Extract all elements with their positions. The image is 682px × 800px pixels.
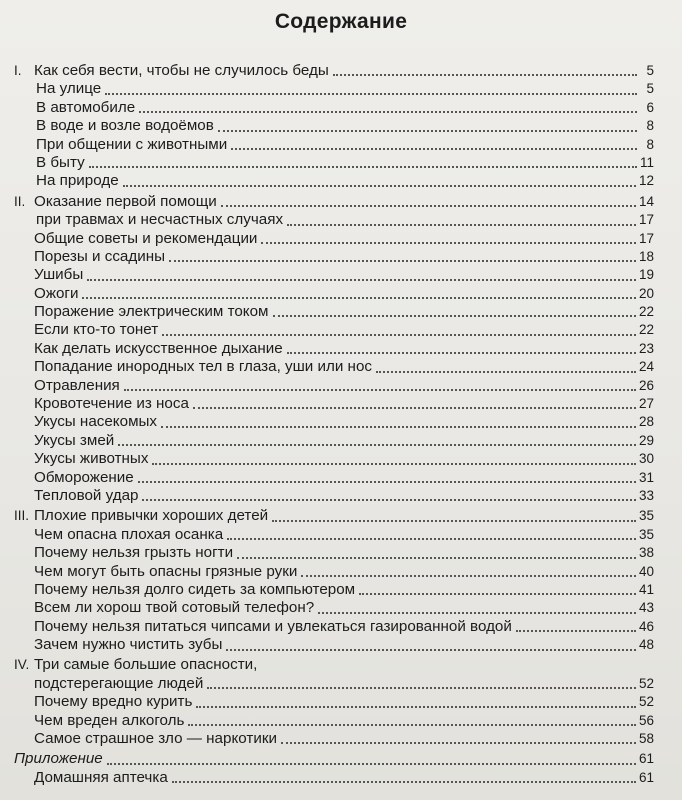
dot-leader	[139, 111, 637, 113]
chapter-title: Плохие привычки хороших детей	[34, 507, 269, 525]
page-number: 26	[638, 377, 654, 393]
page-number: 41	[638, 581, 654, 597]
toc-item	[14, 172, 654, 190]
item-title: При общении с животными	[36, 135, 228, 153]
toc-item	[14, 321, 654, 339]
page-number: 58	[638, 731, 654, 747]
dot-leader	[261, 242, 636, 244]
dot-leader	[218, 130, 637, 132]
toc-item	[14, 340, 654, 358]
toc-chapter-continuation	[14, 211, 654, 229]
toc-item	[14, 487, 654, 505]
dot-leader	[359, 593, 636, 595]
item-title: Укусы змей	[34, 431, 115, 449]
toc-item	[14, 450, 654, 468]
dot-leader	[231, 148, 637, 150]
toc-item	[14, 285, 654, 303]
dot-leader	[287, 224, 636, 226]
item-title: В быту	[36, 153, 85, 171]
toc-item	[14, 469, 654, 487]
page-number: 6	[646, 99, 654, 115]
dot-leader	[301, 575, 636, 577]
page-number: 46	[638, 618, 654, 634]
toc-item	[14, 769, 654, 787]
dot-leader	[376, 371, 636, 373]
toc-item	[14, 599, 654, 617]
chapter-number: III.	[14, 508, 30, 524]
page-number: 27	[638, 396, 654, 412]
page-number: 33	[638, 487, 654, 503]
toc-item	[14, 248, 654, 266]
dot-leader	[124, 389, 636, 391]
dot-leader	[226, 649, 636, 651]
dot-leader	[89, 166, 637, 168]
dot-leader	[516, 630, 636, 632]
toc-item	[14, 99, 654, 117]
toc-chapter	[14, 507, 654, 525]
item-title: Обморожение	[34, 468, 134, 486]
item-title: Чем могут быть опасны грязные руки	[34, 562, 298, 580]
page-number: 23	[638, 340, 654, 356]
toc-item	[14, 693, 654, 711]
toc-appendix	[14, 750, 654, 768]
item-title: Зачем нужно чистить зубы	[34, 636, 223, 654]
page-number: 61	[638, 769, 654, 785]
dot-leader	[188, 724, 636, 726]
toc-item	[14, 563, 654, 581]
page-number: 35	[638, 526, 654, 542]
page-number: 18	[638, 248, 654, 264]
page-number: 61	[638, 751, 654, 767]
toc-chapter-continuation	[14, 675, 654, 693]
toc-item	[14, 395, 654, 413]
item-title: Ожоги	[34, 284, 79, 302]
toc-item	[14, 303, 654, 321]
dot-leader	[138, 481, 636, 483]
item-title: Ушибы	[34, 266, 84, 284]
page-number: 56	[638, 712, 654, 728]
chapter-title: Как себя вести, чтобы не случилось беды	[34, 61, 329, 79]
item-title: Чем опасна плохая осанка	[34, 525, 224, 543]
chapter-title: Три самые большие опасности,	[34, 656, 258, 674]
page-number: 30	[638, 451, 654, 467]
dot-leader	[193, 407, 636, 409]
chapter-number: II.	[14, 193, 26, 209]
toc-item	[14, 80, 654, 98]
chapter-title-line2: подстерегающие людей	[34, 674, 204, 692]
item-title: Кровотечение из носа	[34, 395, 189, 413]
item-title: Попадание инородных тел в глаза, уши или нос	[34, 358, 372, 376]
item-title: На природе	[36, 172, 119, 190]
page-number: 8	[646, 118, 654, 134]
item-title: Если кто-то тонет	[34, 321, 159, 339]
toc-item	[14, 154, 654, 172]
dot-leader	[281, 742, 636, 744]
dot-leader	[87, 279, 636, 281]
page-number: 35	[638, 508, 654, 524]
page-number: 38	[638, 545, 654, 561]
item-title: Почему нельзя долго сидеть за компьютером	[34, 580, 356, 598]
item-title: Порезы и ссадины	[34, 247, 166, 265]
item-title: Поражение электрическим током	[34, 303, 269, 321]
item-title: Как делать искусственное дыхание	[34, 339, 283, 357]
dot-leader	[82, 297, 636, 299]
toc-item	[14, 544, 654, 562]
page-number: 52	[638, 694, 654, 710]
toc-item	[14, 136, 654, 154]
dot-leader	[152, 463, 636, 465]
dot-leader	[162, 334, 636, 336]
page-number: 28	[638, 414, 654, 430]
item-title: Укусы насекомых	[34, 413, 158, 431]
toc-chapter	[14, 657, 654, 675]
item-title: Чем вреден алкоголь	[34, 711, 185, 729]
toc-item	[14, 432, 654, 450]
page-number: 31	[638, 469, 654, 485]
page-number: 5	[646, 81, 654, 97]
dot-leader	[272, 520, 636, 522]
item-title: Почему вредно курить	[34, 693, 193, 711]
page-number: 43	[638, 600, 654, 616]
dot-leader	[227, 538, 636, 540]
dot-leader	[221, 205, 636, 207]
page-number: 5	[646, 62, 654, 78]
dot-leader	[172, 781, 636, 783]
toc-item	[14, 526, 654, 544]
dot-leader	[107, 763, 636, 765]
page-number: 11	[639, 154, 654, 170]
item-title: В автомобиле	[36, 98, 136, 116]
dot-leader	[169, 260, 636, 262]
toc-item	[14, 581, 654, 599]
page-number: 8	[646, 136, 654, 152]
chapter-number: I.	[14, 62, 22, 78]
dot-leader	[287, 352, 636, 354]
page-number: 14	[638, 193, 654, 209]
item-title: Домашняя аптечка	[34, 768, 168, 786]
page-number: 48	[638, 637, 654, 653]
dot-leader	[118, 444, 636, 446]
dot-leader	[237, 557, 636, 559]
page-number: 24	[638, 359, 654, 375]
toc-item	[14, 230, 654, 248]
dot-leader	[196, 706, 636, 708]
page-number: 52	[638, 675, 654, 691]
table-of-contents	[14, 60, 654, 787]
toc-item	[14, 413, 654, 431]
dot-leader	[207, 687, 636, 689]
item-title: Почему нельзя питаться чипсами и увлекаться газированной водой	[34, 617, 512, 635]
toc-item	[14, 377, 654, 395]
item-title: В воде и возле водоёмов	[36, 117, 214, 135]
item-title: На улице	[36, 80, 102, 98]
toc-item	[14, 712, 654, 730]
toc-item	[14, 358, 654, 376]
toc-chapter	[14, 62, 654, 80]
chapter-number: IV.	[14, 657, 30, 673]
chapter-title: Оказание первой помощи	[34, 192, 217, 210]
item-title: Всем ли хорош твой сотовый телефон?	[34, 599, 315, 617]
toc-chapter	[14, 193, 654, 211]
page-number: 22	[638, 322, 654, 338]
page-number: 20	[638, 285, 654, 301]
dot-leader	[161, 426, 636, 428]
page-number: 29	[638, 432, 654, 448]
item-title: Тепловой удар	[34, 486, 139, 504]
toc-item	[14, 636, 654, 654]
item-title: Отравления	[34, 376, 120, 394]
dot-leader	[142, 499, 636, 501]
chapter-title-line2: при травмах и несчастных случаях	[36, 211, 284, 229]
dot-leader	[273, 315, 636, 317]
item-title: Общие советы и рекомендации	[34, 229, 258, 247]
dot-leader	[333, 74, 637, 76]
toc-item	[14, 266, 654, 284]
page-number: 17	[638, 230, 654, 246]
item-title: Самое страшное зло — наркотики	[34, 730, 277, 748]
dot-leader	[318, 612, 636, 614]
dot-leader	[123, 185, 636, 187]
toc-item	[14, 117, 654, 135]
page-number: 17	[638, 212, 654, 228]
page-number: 19	[638, 267, 654, 283]
page-number: 22	[638, 304, 654, 320]
toc-item	[14, 730, 654, 748]
page-title: Содержание	[274, 10, 408, 33]
item-title: Укусы животных	[34, 450, 149, 468]
page-number: 40	[638, 563, 654, 579]
item-title: Почему нельзя грызть ногти	[34, 544, 234, 562]
toc-item	[14, 618, 654, 636]
appendix-title: Приложение	[14, 750, 103, 768]
page-number: 12	[638, 173, 654, 189]
dot-leader	[105, 93, 637, 95]
